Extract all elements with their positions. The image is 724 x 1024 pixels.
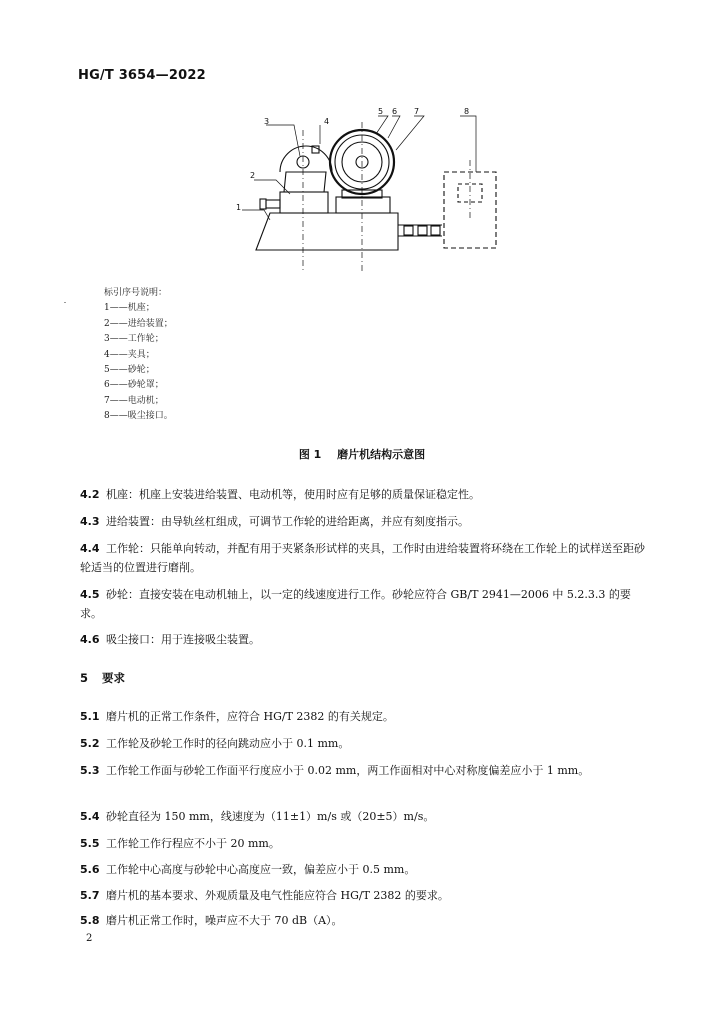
clause-5-7: 5.7 磨片机的基本要求、外观质量及电气性能应符合 HG/T 2382 的要求。 [80, 889, 449, 902]
clause-4-2: 4.2 机座：机座上安装进给装置、电动机等，使用时应有足够的质量保证稳定性。 [80, 488, 480, 501]
scan-speck [64, 302, 66, 303]
page-number: 2 [86, 933, 93, 944]
clause-4-6: 4.6 吸尘接口：用于连接吸尘装置。 [80, 633, 260, 646]
clause-4-3: 4.3 进给装置：由导轨丝杠组成，可调节工作轮的进给距离，并应有刻度指示。 [80, 515, 469, 528]
standard-code-header: HG/T 3654—2022 [78, 68, 206, 83]
dust-collector-box [444, 172, 496, 248]
legend-title: 标引序号说明： [104, 288, 168, 298]
callout-4: 4 [324, 117, 330, 126]
callout-3: 3 [264, 117, 270, 126]
clause-5-8: 5.8 磨片机正常工作时，噪声应不大于 70 dB（A）。 [80, 914, 343, 927]
legend-item: 6——砂轮罩； [104, 380, 164, 391]
callout-6: 6 [392, 107, 398, 116]
clause-5-2: 5.2 工作轮及砂轮工作时的径向跳动应小于 0.1 mm。 [80, 737, 350, 750]
work-wheel [280, 146, 332, 172]
callout-2: 2 [250, 171, 256, 180]
legend-item: 5——砂轮； [104, 365, 155, 376]
callout-8: 8 [464, 107, 470, 116]
figure-caption-text: 磨片机结构示意图 [337, 448, 426, 461]
legend-item: 1——机座； [104, 303, 155, 314]
clause-5-3: 5.3 工作轮工作面与砂轮工作面平行度应小于 0.02 mm，两工作面相对中心对称度偏差应小于 1 mm。 [80, 764, 590, 777]
feed-device [280, 192, 328, 213]
figure-caption [0, 446, 724, 462]
clause-5-5: 5.5 工作轮工作行程应不小于 20 mm。 [80, 837, 280, 850]
legend-item: 7——电动机； [104, 395, 164, 406]
legend-item: 4——夹具； [104, 349, 155, 360]
callout-7: 7 [414, 107, 420, 116]
clause-4-4: 4.4 工作轮：只能单向转动，并配有用于夹紧条形试样的夹具，工作时由进给装置将环绕在工作轮上的试样送至距砂轮适当的位置进行磨削。 [80, 542, 645, 574]
figure-legend [104, 286, 173, 425]
grinder-schematic [228, 100, 518, 280]
section-5-heading: 5 要求 [80, 671, 125, 685]
clause-5-6: 5.6 工作轮中心高度与砂轮中心高度应一致，偏差应小于 0.5 mm。 [80, 863, 416, 876]
work-wheel-support [284, 172, 326, 192]
callout-1: 1 [236, 203, 242, 212]
clause-4-5: 4.5 砂轮：直接安装在电动机轴上，以一定的线速度进行工作。砂轮应符合 GB/T 2941—2006 中 5.2.3.3 的要求。 [80, 588, 631, 620]
callout-5: 5 [378, 107, 384, 116]
clause-5-1: 5.1 磨片机的正常工作条件，应符合 HG/T 2382 的有关规定。 [80, 710, 394, 723]
legend-item: 8——吸尘接口。 [104, 411, 173, 422]
clause-5-4: 5.4 砂轮直径为 150 mm，线速度为（11±1）m/s 或（20±5）m/s。 [80, 810, 435, 823]
machine-base [256, 213, 398, 250]
legend-item: 2——进给装置； [104, 318, 173, 329]
figure-caption-label: 图 1 [298, 448, 322, 461]
legend-item: 3——工作轮； [104, 334, 164, 345]
